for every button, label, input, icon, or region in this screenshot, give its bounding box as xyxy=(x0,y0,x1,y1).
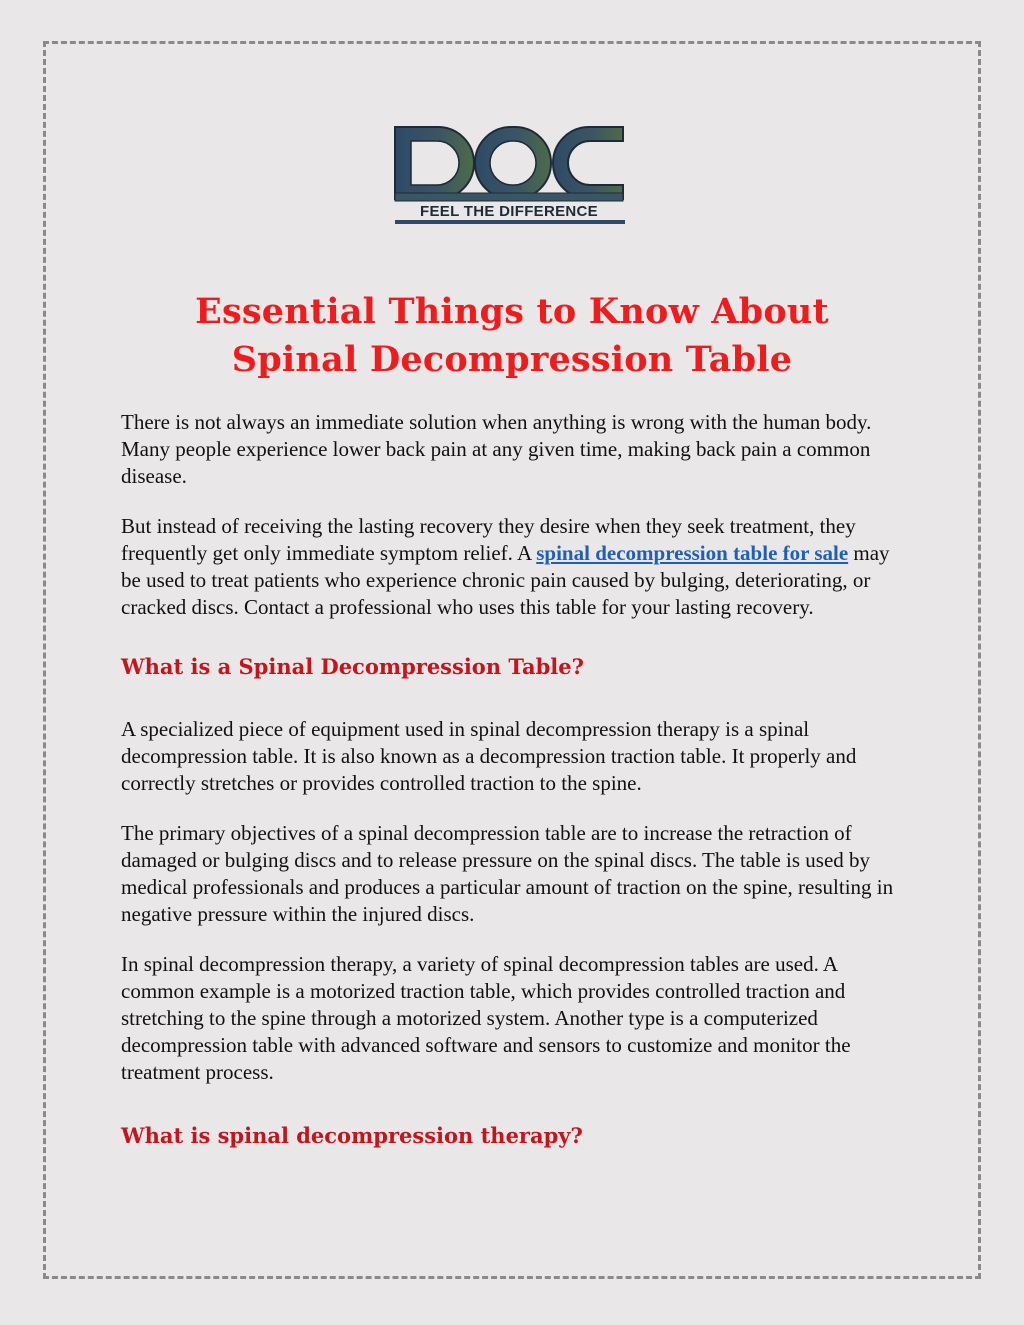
intro-paragraph-2 xyxy=(121,513,911,621)
title-line-1: Essential Things to Know About xyxy=(195,291,829,332)
intro-paragraph-2-before: But instead of receiving the lasting recovery they desire when they seek treatment, they frequently get only immediate symptom relief. A xyxy=(121,514,856,565)
section1-paragraph-3: In spinal decompression therapy, a variety of spinal decompression tables are used. A common example is a motorized traction table, which provides controlled traction and stretching to the spine through a motorized system. Another type is a computerized decompression table with advanced software and sensors to customize and monitor the treatment process. xyxy=(121,952,851,1084)
intro-paragraph-1: There is not always an immediate solution when anything is wrong with the human body. Many people experience lower back pain at any given time, making back pain a common disease. xyxy=(121,410,872,488)
page-title xyxy=(100,288,924,384)
section-heading-1: What is a Spinal Decompression Table? xyxy=(121,654,584,679)
title-line-2: Spinal Decompression Table xyxy=(231,339,793,380)
doc-logo xyxy=(393,124,629,228)
intro-paragraph-2-after: may be used to treat patients who experience chronic pain caused by bulging, deteriorating, or cracked discs. Contact a professional who uses this table for your lasting recovery. xyxy=(121,541,890,619)
section1-paragraph-1: A specialized piece of equipment used in spinal decompression therapy is a spinal decompression table. It is also known as a decompression traction table. It properly and correctly stretches or provides controlled traction to the spine. xyxy=(121,717,857,795)
section-heading-2: What is spinal decompression therapy? xyxy=(121,1123,583,1148)
article-body xyxy=(121,409,911,1149)
spinal-decompression-table-link[interactable]: spinal decompression table for sale xyxy=(536,541,849,565)
logo-tagline: FEEL THE DIFFERENCE xyxy=(420,203,598,220)
section1-paragraph-2: The primary objectives of a spinal decompression table are to increase the retraction of damaged or bulging discs and to release pressure on the spinal discs. The table is used by medical professionals and produces a particular amount of traction on the spine, resulting in negative pressure within the injured discs. xyxy=(121,821,894,926)
